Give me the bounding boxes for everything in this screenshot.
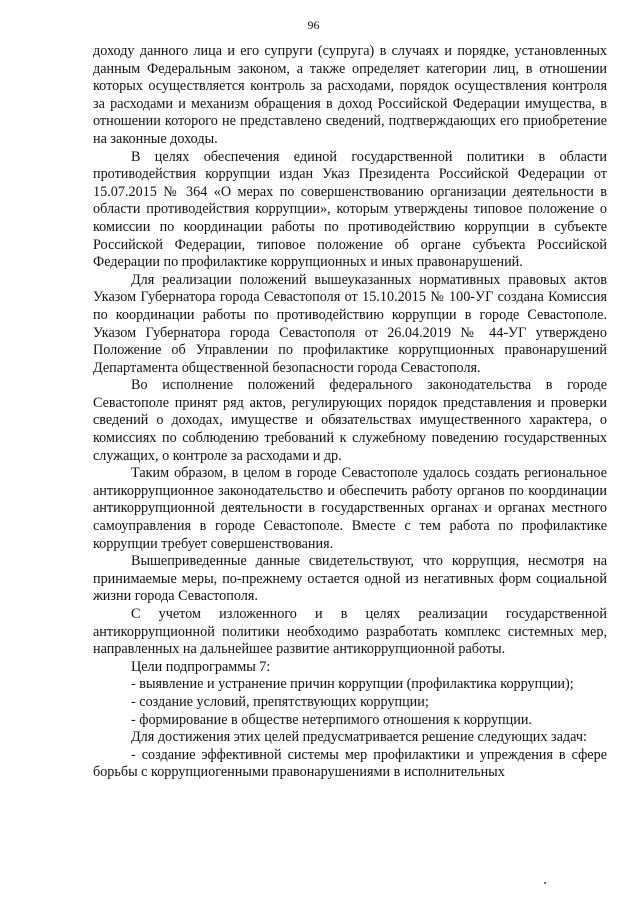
goals-heading: Цели подпрограммы 7: [131, 658, 271, 675]
document-body [93, 43, 607, 782]
goals-list [93, 676, 607, 729]
paragraph-presidential-decree: В целях обеспечения единой государственной политики в области противодействия коррупции издан Указ Президента Российской Федерации от 15.07.2015 № 364 «О мерах по совершенствованию организации деятельности в области противодействия коррупции», которым утверждены типовое положение о комиссии по координации работы по противодействию коррупции в субъекте Российской Федерации, типовое положение об органе субъекта Российской Федерации по профилактике коррупционных и иных правонарушений. [93, 148, 607, 271]
paragraph-corruption-persists: Вышеприведенные данные свидетельствуют, что коррупция, несмотря на принимаемые меры, по-прежнему остается одной из негативных форм социальной жизни города Севастополя. [93, 553, 607, 605]
tasks-intro: Для достижения этих целей предусматривается решение следующих задач: [131, 729, 587, 746]
list-item-goal: - создание условий, препятствующих коррупции; [131, 693, 429, 710]
paragraph-federal-legislation: Во исполнение положений федерального законодательства в городе Севастополе принят ряд актов, регулирующих порядок представления и проверки сведений о доходах, имуществе и обязательствах имущественного характера, о комиссиях по соблюдению требований к служебному поведению государственных служащих, о контроле за расходами и др. [93, 377, 607, 464]
task-item: - создание эффективной системы мер профилактики и упреждения в сфере борьбы с коррупциогенными правонарушениями в исполнительных [93, 746, 607, 781]
paragraph-measures-needed: С учетом изложенного и в целях реализации государственной антикоррупционной политики необходимо разработать комплекс системных мер, направленных на дальнейшее развитие антикоррупционной работы. [93, 606, 607, 658]
paragraph-summary: Таким образом, в целом в городе Севастополе удалось создать региональное антикоррупционное законодательство и обеспечить работу органов по координации антикоррупционной деятельности в государственных органах и органах местного самоуправления в городе Севастополе. Вместе с тем работа по профилактике коррупции требует совершенствования. [93, 465, 607, 552]
scan-mark [544, 882, 546, 884]
list-item-goal: - выявление и устранение причин коррупции (профилактика коррупции); [131, 676, 574, 693]
paragraph-governor-decree: Для реализации положений вышеуказанных нормативных правовых актов Указом Губернатора города Севастополя от 15.10.2015 № 100-УГ создана Комиссия по координации работы по противодействию коррупции в городе Севастополе. Указом Губернатора города Севастополя от 26.04.2019 № 44-УГ утверждено Положение об Управлении по профилактике коррупционных правонарушений Департамента общественной безопасности города Севастополя. [93, 271, 607, 376]
page-number: 96 [307, 18, 320, 32]
list-item-goal: - формирование в обществе нетерпимого отношения к коррупции. [131, 711, 532, 728]
paragraph-continuation: доходу данного лица и его супруги (супруга) в случаях и порядке, установленных данным Федеральным законом, а также определяет категории лиц, в отношении которых осуществляется контроль за расходами, порядок осуществления контроля за расходами и механизм обращения в доход Российской Федерации имущества, в отношении которого не представлено сведений, подтверждающих его приобретение на законные доходы. [93, 43, 607, 147]
